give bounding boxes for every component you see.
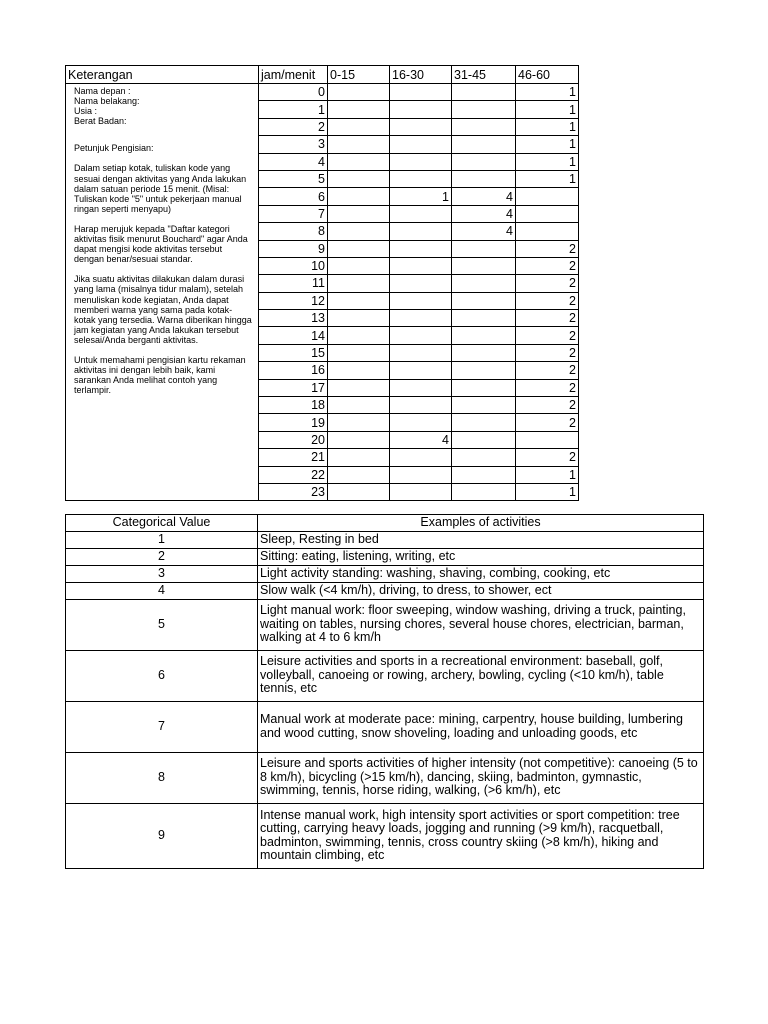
header-examples: Examples of activities [258, 515, 704, 532]
activity-code-cell[interactable] [452, 327, 516, 344]
activity-code-cell[interactable] [452, 292, 516, 309]
activity-code-cell[interactable]: 1 [516, 170, 579, 187]
hour-cell: 9 [259, 240, 328, 257]
hour-cell: 19 [259, 414, 328, 431]
activity-code-cell[interactable]: 1 [516, 118, 579, 135]
activity-code-cell[interactable] [452, 153, 516, 170]
activity-code-cell[interactable]: 2 [516, 397, 579, 414]
category-value: 7 [66, 701, 258, 752]
hour-cell: 6 [259, 188, 328, 205]
activity-code-cell[interactable]: 1 [516, 101, 579, 118]
activity-code-cell[interactable]: 4 [452, 205, 516, 222]
activity-code-cell[interactable] [328, 118, 390, 135]
instructions-cell [66, 84, 259, 501]
activity-code-cell[interactable] [516, 205, 579, 222]
activity-code-cell[interactable] [390, 84, 452, 101]
category-example: Slow walk (<4 km/h), driving, to dress, to shower, ect [258, 582, 704, 599]
activity-code-cell[interactable] [328, 153, 390, 170]
hour-cell: 21 [259, 449, 328, 466]
activity-code-cell[interactable] [328, 84, 390, 101]
hour-cell: 23 [259, 483, 328, 500]
header-keterangan: Keterangan [66, 66, 259, 84]
activity-code-cell[interactable] [390, 466, 452, 483]
activity-code-cell[interactable] [390, 101, 452, 118]
header-categorical-value: Categorical Value [66, 515, 258, 532]
category-value: 6 [66, 650, 258, 701]
activity-code-cell[interactable] [328, 205, 390, 222]
activity-code-cell[interactable] [452, 449, 516, 466]
activity-code-cell[interactable] [328, 362, 390, 379]
category-row [66, 803, 704, 868]
activity-code-cell[interactable] [452, 414, 516, 431]
category-header-row [66, 515, 704, 532]
category-row [66, 548, 704, 565]
hour-cell: 2 [259, 118, 328, 135]
activity-code-cell[interactable] [328, 101, 390, 118]
activity-code-cell[interactable] [328, 240, 390, 257]
activity-code-cell[interactable] [452, 431, 516, 448]
activity-code-cell[interactable] [452, 466, 516, 483]
activity-code-cell[interactable] [516, 223, 579, 240]
activity-code-cell[interactable] [452, 240, 516, 257]
instructions-paragraph: Untuk memahami pengisian kartu rekaman aktivitas ini dengan lebih baik, kami sarankan Anda melihat contoh yang terlampir. [74, 354, 246, 396]
instructions-paragraph: Dalam setiap kotak, tuliskan kode yang sesuai dengan aktivitas yang Anda lakukan dalam satuan periode 15 menit. (Misal: Tuliskan kode "5" untuk pekerjaan manual ringan seperti menyapu) [74, 163, 247, 214]
activity-code-cell[interactable]: 2 [516, 327, 579, 344]
category-example: Manual work at moderate pace: mining, carpentry, house building, lumbering and wood cutting, snow shoveling, loading and unloading goods, etc [258, 701, 704, 752]
activity-code-cell[interactable]: 2 [516, 449, 579, 466]
activity-code-cell[interactable] [390, 483, 452, 500]
activity-code-cell[interactable]: 1 [516, 466, 579, 483]
activity-code-cell[interactable] [328, 379, 390, 396]
activity-code-cell[interactable] [328, 257, 390, 274]
activity-code-cell[interactable] [328, 344, 390, 361]
hour-cell: 13 [259, 310, 328, 327]
activity-code-cell[interactable] [516, 188, 579, 205]
activity-code-cell[interactable] [328, 223, 390, 240]
activity-code-cell[interactable] [452, 136, 516, 153]
activity-code-cell[interactable]: 2 [516, 414, 579, 431]
hour-cell: 12 [259, 292, 328, 309]
category-value: 2 [66, 548, 258, 565]
category-value: 5 [66, 599, 258, 650]
activity-code-cell[interactable] [328, 275, 390, 292]
activity-code-cell[interactable]: 2 [516, 310, 579, 327]
activity-code-cell[interactable] [328, 136, 390, 153]
activity-code-cell[interactable] [328, 483, 390, 500]
category-row [66, 531, 704, 548]
activity-log-table [65, 65, 579, 501]
category-value: 3 [66, 565, 258, 582]
hour-cell: 11 [259, 275, 328, 292]
category-row [66, 565, 704, 582]
category-row [66, 582, 704, 599]
hour-cell: 1 [259, 101, 328, 118]
activity-code-cell[interactable] [390, 379, 452, 396]
form-field-label: Usia : [74, 106, 98, 117]
activity-code-cell[interactable]: 2 [516, 292, 579, 309]
activity-code-cell[interactable] [390, 449, 452, 466]
activity-code-cell[interactable]: 1 [516, 483, 579, 500]
activity-code-cell[interactable]: 1 [516, 84, 579, 101]
activity-code-cell[interactable] [328, 188, 390, 205]
activity-code-cell[interactable] [452, 257, 516, 274]
activity-code-cell[interactable] [452, 101, 516, 118]
activity-code-cell[interactable] [390, 205, 452, 222]
activity-code-cell[interactable] [328, 310, 390, 327]
activity-code-cell[interactable] [390, 327, 452, 344]
activity-code-cell[interactable]: 4 [452, 188, 516, 205]
category-row [66, 650, 704, 701]
activity-code-cell[interactable] [390, 344, 452, 361]
activity-code-cell[interactable]: 2 [516, 379, 579, 396]
form-field-label: Nama belakang: [74, 96, 140, 107]
activity-code-cell[interactable] [452, 275, 516, 292]
category-value: 1 [66, 531, 258, 548]
activity-code-cell[interactable] [328, 466, 390, 483]
activity-code-cell[interactable]: 2 [516, 344, 579, 361]
activity-code-cell[interactable] [390, 240, 452, 257]
category-row [66, 752, 704, 803]
hour-cell: 15 [259, 344, 328, 361]
category-value: 4 [66, 582, 258, 599]
hour-cell: 16 [259, 362, 328, 379]
activity-category-table [65, 514, 704, 869]
activity-code-cell[interactable] [390, 275, 452, 292]
activity-code-cell[interactable] [390, 310, 452, 327]
category-example: Intense manual work, high intensity sport activities or sport competition: tree cutting, carrying heavy loads, jogging and running (>9 km/h), racquetball, badminton, swimming, tennis, cross country skiing (>8 km/h), hiking and mountain climbing, etc [258, 803, 704, 868]
category-example: Sleep, Resting in bed [258, 531, 704, 548]
log-header-row [66, 66, 579, 84]
activity-code-cell[interactable] [390, 170, 452, 187]
category-example: Light manual work: floor sweeping, window washing, driving a truck, painting, waiting on tables, nursing chores, several house chores, electrician, barman, walking at 4 to 6 km/h [258, 599, 704, 650]
activity-code-cell[interactable] [390, 257, 452, 274]
activity-code-cell[interactable] [452, 170, 516, 187]
activity-code-cell[interactable] [390, 223, 452, 240]
activity-code-cell[interactable] [452, 118, 516, 135]
activity-code-cell[interactable]: 2 [516, 275, 579, 292]
hour-cell: 7 [259, 205, 328, 222]
hour-cell: 0 [259, 84, 328, 101]
activity-code-cell[interactable] [328, 414, 390, 431]
activity-code-cell[interactable] [516, 431, 579, 448]
activity-code-cell[interactable] [328, 449, 390, 466]
header-q2: 16-30 [390, 66, 452, 84]
activity-code-cell[interactable] [452, 379, 516, 396]
header-q4: 46-60 [516, 66, 579, 84]
hour-cell: 20 [259, 431, 328, 448]
activity-code-cell[interactable]: 1 [390, 188, 452, 205]
instructions-title: Petunjuk Pengisian: [74, 143, 154, 154]
form-field-label: Berat Badan: [74, 116, 127, 127]
activity-code-cell[interactable] [328, 397, 390, 414]
activity-code-cell[interactable] [328, 327, 390, 344]
category-example: Light activity standing: washing, shaving, combing, cooking, etc [258, 565, 704, 582]
activity-code-cell[interactable] [328, 431, 390, 448]
activity-code-cell[interactable]: 4 [452, 223, 516, 240]
activity-code-cell[interactable] [390, 397, 452, 414]
hour-cell: 8 [259, 223, 328, 240]
activity-code-cell[interactable] [452, 397, 516, 414]
activity-code-cell[interactable]: 1 [516, 153, 579, 170]
activity-code-cell[interactable] [390, 136, 452, 153]
activity-code-cell[interactable] [452, 310, 516, 327]
category-value: 8 [66, 752, 258, 803]
activity-code-cell[interactable]: 2 [516, 362, 579, 379]
activity-code-cell[interactable] [328, 170, 390, 187]
activity-code-cell[interactable] [328, 292, 390, 309]
hour-cell: 4 [259, 153, 328, 170]
header-jam-menit: jam/menit [259, 66, 328, 84]
category-value: 9 [66, 803, 258, 868]
category-row [66, 599, 704, 650]
hour-cell: 10 [259, 257, 328, 274]
form-field-label: Nama depan : [74, 86, 131, 96]
hour-cell: 17 [259, 379, 328, 396]
hour-cell: 22 [259, 466, 328, 483]
activity-code-cell[interactable] [452, 344, 516, 361]
activity-code-cell[interactable] [452, 483, 516, 500]
activity-code-cell[interactable] [452, 84, 516, 101]
instructions-paragraph: Jika suatu aktivitas dilakukan dalam durasi yang lama (misalnya tidur malam), setelah menuliskan kode kegiatan, Anda dapat memberi warna yang sama pada kotak-kotak yang tersedia. Warna diberikan hingga jam kegiatan yang Anda lakukan tersebut selesai/Anda berganti aktivitas. [74, 274, 252, 345]
activity-code-cell[interactable]: 4 [390, 431, 452, 448]
instructions-paragraph: Harap merujuk kepada "Daftar kategori aktivitas fisik menurut Bouchard" agar Anda dapat mengisi kode aktivitas tersebut dengan benar/sesuai standar. [74, 223, 248, 265]
header-q3: 31-45 [452, 66, 516, 84]
activity-code-cell[interactable] [390, 292, 452, 309]
activity-code-cell[interactable]: 2 [516, 240, 579, 257]
hour-cell: 5 [259, 170, 328, 187]
header-q1: 0-15 [328, 66, 390, 84]
hour-cell: 3 [259, 136, 328, 153]
activity-code-cell[interactable]: 1 [516, 136, 579, 153]
activity-code-cell[interactable] [390, 153, 452, 170]
category-example: Leisure activities and sports in a recreational environment: baseball, golf, volleyball, canoeing or rowing, archery, bowling, cycling (<10 km/h), table tennis, etc [258, 650, 704, 701]
log-row [66, 84, 579, 101]
activity-code-cell[interactable]: 2 [516, 257, 579, 274]
hour-cell: 18 [259, 397, 328, 414]
activity-code-cell[interactable] [390, 118, 452, 135]
category-example: Sitting: eating, listening, writing, etc [258, 548, 704, 565]
activity-code-cell[interactable] [390, 362, 452, 379]
activity-code-cell[interactable] [452, 362, 516, 379]
category-example: Leisure and sports activities of higher intensity (not competitive): canoeing (5 to 8 km/h), bicycling (>15 km/h), dancing, skiing, badminton, gymnastic, swimming, tennis, horse riding, walking, (>6 km/h), etc [258, 752, 704, 803]
category-row [66, 701, 704, 752]
hour-cell: 14 [259, 327, 328, 344]
activity-code-cell[interactable] [390, 414, 452, 431]
